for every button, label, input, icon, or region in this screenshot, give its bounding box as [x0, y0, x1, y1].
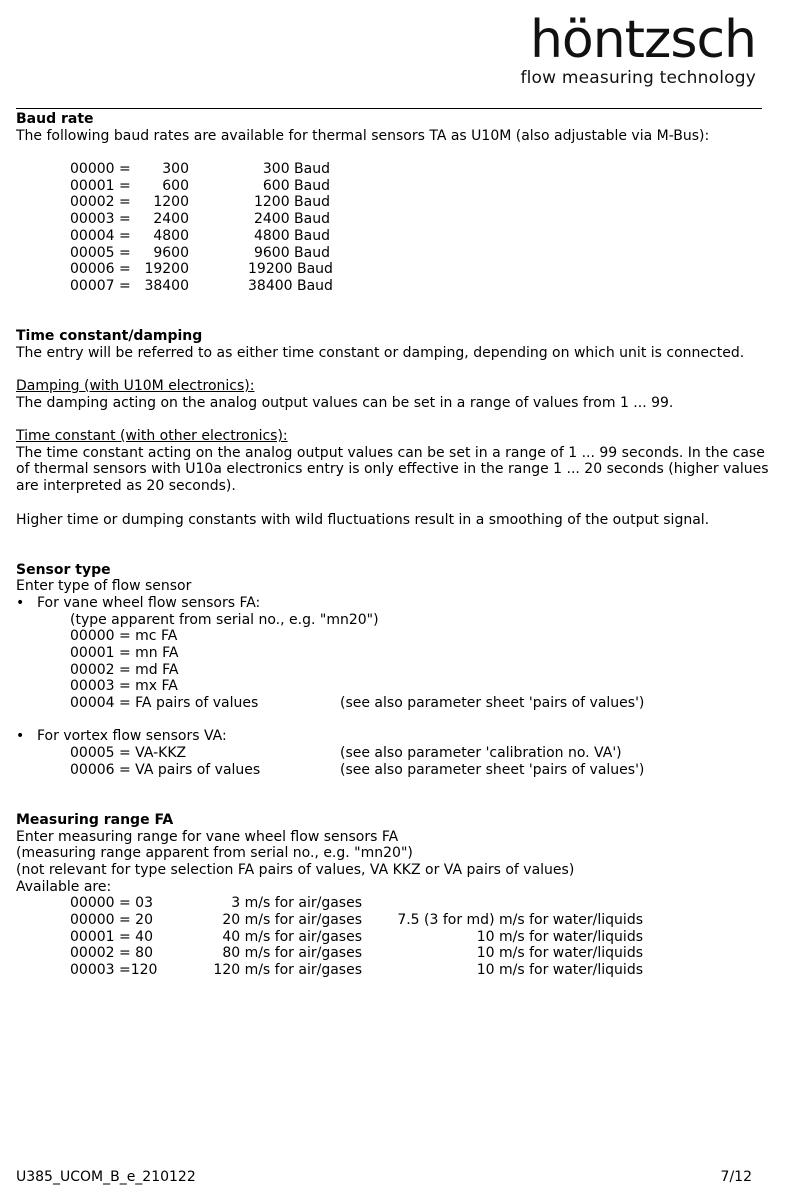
time-constant-heading: Time constant/damping: [16, 327, 203, 344]
list-item: 00001 = mn FA: [70, 645, 179, 662]
company-logo: [520, 10, 756, 88]
baud-rate-intro: The following baud rates are available for thermal sensors TA as U10M (also adjustable via M-Bus):: [16, 127, 710, 144]
measuring-range-line: (measuring range apparent from serial no., e.g. "mn20"): [16, 845, 413, 862]
time-constant-intro: The entry will be referred to as either time constant or damping, depending on which unit is connected.: [16, 344, 745, 361]
baud-row: 00001 = 600 600 Baud: [70, 177, 330, 194]
list-item: 00000 = mc FA: [70, 628, 178, 645]
sensor-type-intro: Enter type of flow sensor: [16, 578, 192, 595]
baud-row: 00007 = 38400 38400 Baud: [70, 277, 333, 294]
baud-row: 00000 = 300 300 Baud: [70, 161, 330, 178]
measuring-range-line: Enter measuring range for vane wheel flow sensors FA: [16, 828, 399, 845]
logo-wordmark: höntzsch: [529, 10, 756, 70]
table-row: 00000 = 20 20 m/s for air/gases 7.5 (3 for md) m/s for water/liquids: [70, 912, 643, 929]
footer-doc-id: U385_UCOM_B_e_210122: [16, 1169, 196, 1185]
list-item: 00004 = FA pairs of values (see also parameter sheet 'pairs of values'): [70, 695, 645, 712]
table-row: 00002 = 80 80 m/s for air/gases 10 m/s for water/liquids: [70, 945, 643, 962]
measuring-range-heading: Measuring range FA: [16, 811, 174, 828]
vane-type-note: (type apparent from serial no., e.g. "mn20"): [70, 611, 379, 628]
measuring-range-line: (not relevant for type selection FA pairs of values, VA KKZ or VA pairs of values): [16, 861, 575, 878]
time-constant-text-line: are interpreted as 20 seconds).: [16, 478, 236, 495]
footer-page-number: 7/12: [720, 1169, 752, 1185]
table-row: 00001 = 40 40 m/s for air/gases 10 m/s for water/liquids: [70, 928, 643, 945]
list-item: 00003 = mx FA: [70, 678, 178, 695]
list-item: 00006 = VA pairs of values (see also parameter sheet 'pairs of values'): [70, 761, 645, 778]
baud-row: 00003 = 2400 2400 Baud: [70, 211, 330, 228]
measuring-range-table: [16, 895, 766, 978]
baud-row: 00006 = 19200 19200 Baud: [70, 261, 333, 278]
list-item: 00005 = VA-KKZ (see also parameter 'calibration no. VA'): [70, 745, 622, 762]
baud-rate-table: [16, 161, 766, 295]
damping-subheading: Damping (with U10M electronics):: [16, 378, 255, 395]
header-rule: [16, 108, 762, 109]
baud-row: 00004 = 4800 4800 Baud: [70, 227, 330, 244]
page-content: [16, 111, 769, 979]
table-row: 00003 =120 120 m/s for air/gases 10 m/s for water/liquids: [70, 962, 643, 979]
damping-text: The damping acting on the analog output values can be set in a range of values from 1 ... 99.: [16, 394, 674, 411]
measuring-range-line: Available are:: [16, 878, 112, 895]
baud-rate-heading: Baud rate: [16, 111, 94, 127]
time-constant-text-line: The time constant acting on the analog output values can be set in a range of 1 ... 99 seconds. In the case: [16, 444, 765, 461]
vane-bullet-item: • For vane wheel flow sensors FA:: [16, 594, 261, 611]
time-constant-subheading: Time constant (with other electronics):: [16, 428, 288, 445]
bullet-icon: •: [16, 728, 25, 745]
list-item: 00002 = md FA: [70, 661, 179, 678]
vortex-bullet-item: • For vortex flow sensors VA:: [16, 728, 227, 745]
baud-row: 00002 = 1200 1200 Baud: [70, 194, 330, 211]
bullet-icon: •: [16, 594, 25, 611]
table-row: 00000 = 03 3 m/s for air/gases: [70, 895, 362, 912]
baud-row: 00005 = 9600 9600 Baud: [70, 244, 330, 261]
smoothing-note: Higher time or dumping constants with wild fluctuations result in a smoothing of the output signal.: [16, 511, 710, 528]
logo-tagline: flow measuring technology: [520, 68, 756, 88]
sensor-type-heading: Sensor type: [16, 561, 111, 578]
time-constant-text-line: of thermal sensors with U10a electronics entry is only effective in the range 1 ... 20 seconds (higher values: [16, 461, 769, 478]
